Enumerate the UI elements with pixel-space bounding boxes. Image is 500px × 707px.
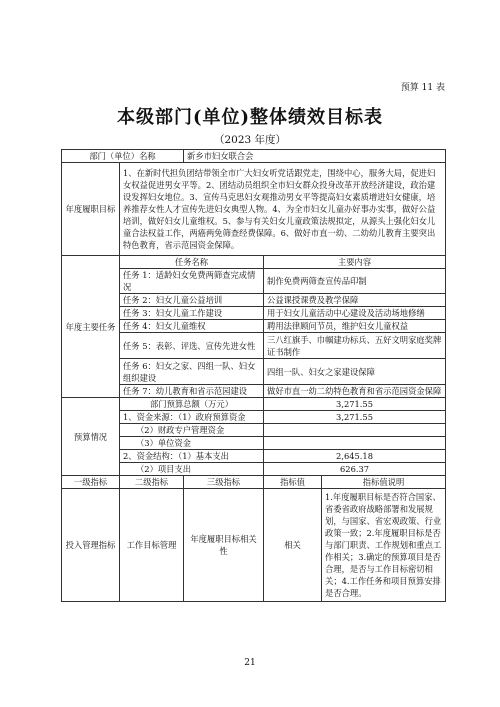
budget-row-label: （3）单位资金 bbox=[120, 437, 264, 450]
task-name: 任务 6：妇女之家、四组一队、妇女组织建设 bbox=[120, 359, 264, 385]
indicator-row bbox=[62, 489, 446, 602]
indicator-desc: 1.年度履职目标是否符合国家、省委省政府战略部署和发展规划，与国家、省宏观政策、行业政策一致；2.年度履职目标是否与部门职责、工作规划和重点工作相关；3.确定的预算项目是否合理，是否与工作目标密切相关；4.工作任务和项目预算安排是否合理。 bbox=[322, 489, 446, 602]
tasks-header-row bbox=[62, 256, 446, 269]
task-content: 四组一队、妇女之家建设保障 bbox=[264, 359, 446, 385]
budget-row-value: 2,645.18 bbox=[264, 450, 446, 463]
annual-goal-label: 年度履职目标 bbox=[62, 163, 120, 256]
dept-row bbox=[62, 150, 446, 163]
task-content: 公益课授课费及教学保障 bbox=[264, 294, 446, 307]
task-row bbox=[62, 269, 446, 294]
budget-row-value: 3,271.55 bbox=[264, 411, 446, 424]
task-name: 任务 1：适龄妇女免费两筛查完成情况 bbox=[120, 269, 264, 294]
task-name: 任务 5：表彰、评选、宣传先进女性 bbox=[120, 333, 264, 359]
budget-row-label: 1、资金来源：（1）政府预算资金 bbox=[120, 411, 264, 424]
budget-row-value bbox=[264, 424, 446, 437]
dept-value: 新乡市妇女联合会 bbox=[184, 150, 446, 163]
task-name: 任务 7：幼儿教育和省示范园建设 bbox=[120, 385, 264, 398]
task-row bbox=[62, 294, 446, 307]
task-content: 三八红旗手、巾帼建功标兵、五好文明家庭奖牌证书制作 bbox=[264, 333, 446, 359]
task-row bbox=[62, 385, 446, 398]
budget-row-value bbox=[264, 437, 446, 450]
indicator-header-level3: 三级指标 bbox=[184, 476, 264, 489]
tasks-header-name: 任务名称 bbox=[120, 256, 264, 269]
task-name: 任务 4：妇女儿童维权 bbox=[120, 320, 264, 333]
task-content: 用于妇女儿童活动中心建设及活动场地修缮 bbox=[264, 307, 446, 320]
indicator-level1: 投入管理指标 bbox=[62, 489, 120, 602]
budget-total-value: 3,271.55 bbox=[264, 398, 446, 411]
task-content: 做好市直一幼二幼特色教育和省示范园资金保障 bbox=[264, 385, 446, 398]
task-content: 制作免费两筛查宣传品印制 bbox=[264, 269, 446, 294]
budget-row-value: 626.37 bbox=[264, 463, 446, 476]
budget-row bbox=[62, 424, 446, 437]
budget-row bbox=[62, 450, 446, 463]
budget-total-row bbox=[62, 398, 446, 411]
tasks-header-content: 主要内容 bbox=[264, 256, 446, 269]
budget-row-label: 2、资金结构：（1）基本支出 bbox=[120, 450, 264, 463]
indicator-level3: 年度履职目标相关性 bbox=[184, 489, 264, 602]
annual-goal-row bbox=[62, 163, 446, 256]
task-content: 聘用法律顾问节员，维护妇女儿童权益 bbox=[264, 320, 446, 333]
performance-goal-table bbox=[61, 149, 446, 602]
budget-row bbox=[62, 463, 446, 476]
indicator-header-level2: 二级指标 bbox=[120, 476, 184, 489]
indicator-header-desc: 指标值说明 bbox=[322, 476, 446, 489]
indicator-header-row bbox=[62, 476, 446, 489]
indicator-value: 相关 bbox=[264, 489, 322, 602]
indicator-header-value: 指标值 bbox=[264, 476, 322, 489]
task-name: 任务 2：妇女儿童公益培训 bbox=[120, 294, 264, 307]
indicator-level2: 工作目标管理 bbox=[120, 489, 184, 602]
fiscal-year: （2023 年度） bbox=[213, 134, 287, 146]
task-row bbox=[62, 307, 446, 320]
indicator-header-level1: 一级指标 bbox=[62, 476, 120, 489]
task-row bbox=[62, 320, 446, 333]
page-title: 本级部门(单位)整体绩效目标表 bbox=[116, 107, 384, 128]
dept-label: 部门（单位）名称 bbox=[62, 150, 184, 163]
budget-row-label: （2）项目支出 bbox=[120, 463, 264, 476]
form-number: 预算 11 表 bbox=[400, 83, 445, 93]
budget-label: 预算情况 bbox=[62, 398, 120, 476]
page-number: 21 bbox=[244, 658, 256, 668]
budget-row bbox=[62, 437, 446, 450]
annual-goal-text: 1、在新时代担负团结带领全市广大妇女听党话跟党走，围绕中心，服务大局，促进妇女权益促进男女平等。2、团结动员组织全市妇女群众投身改革开放经济建设，政治建设发挥妇女地位。3、宣传马克思妇女观推动男女平等提高妇女素质增进妇女健康，培养推荐女性人才宣传先进妇女典型人物。4、为全市妇女儿童办好事办实事，做好公益培训，做好妇女儿童维权。5、参与有关妇女儿童政策法规拟定，从源头上强化妇女儿童合法权益工作，两癌两免筛查经费保障。6、做好市直一幼、二幼幼儿教育主要突出特色教育，省示范园资金保障。 bbox=[120, 163, 446, 256]
budget-row bbox=[62, 411, 446, 424]
budget-row-label: （2）财政专户管理资金 bbox=[120, 424, 264, 437]
task-name: 任务 3：妇女儿童工作建设 bbox=[120, 307, 264, 320]
tasks-label: 年度主要任务 bbox=[62, 256, 120, 398]
task-row bbox=[62, 359, 446, 385]
task-row bbox=[62, 333, 446, 359]
budget-total-label: 部门预算总额（万元） bbox=[120, 398, 264, 411]
